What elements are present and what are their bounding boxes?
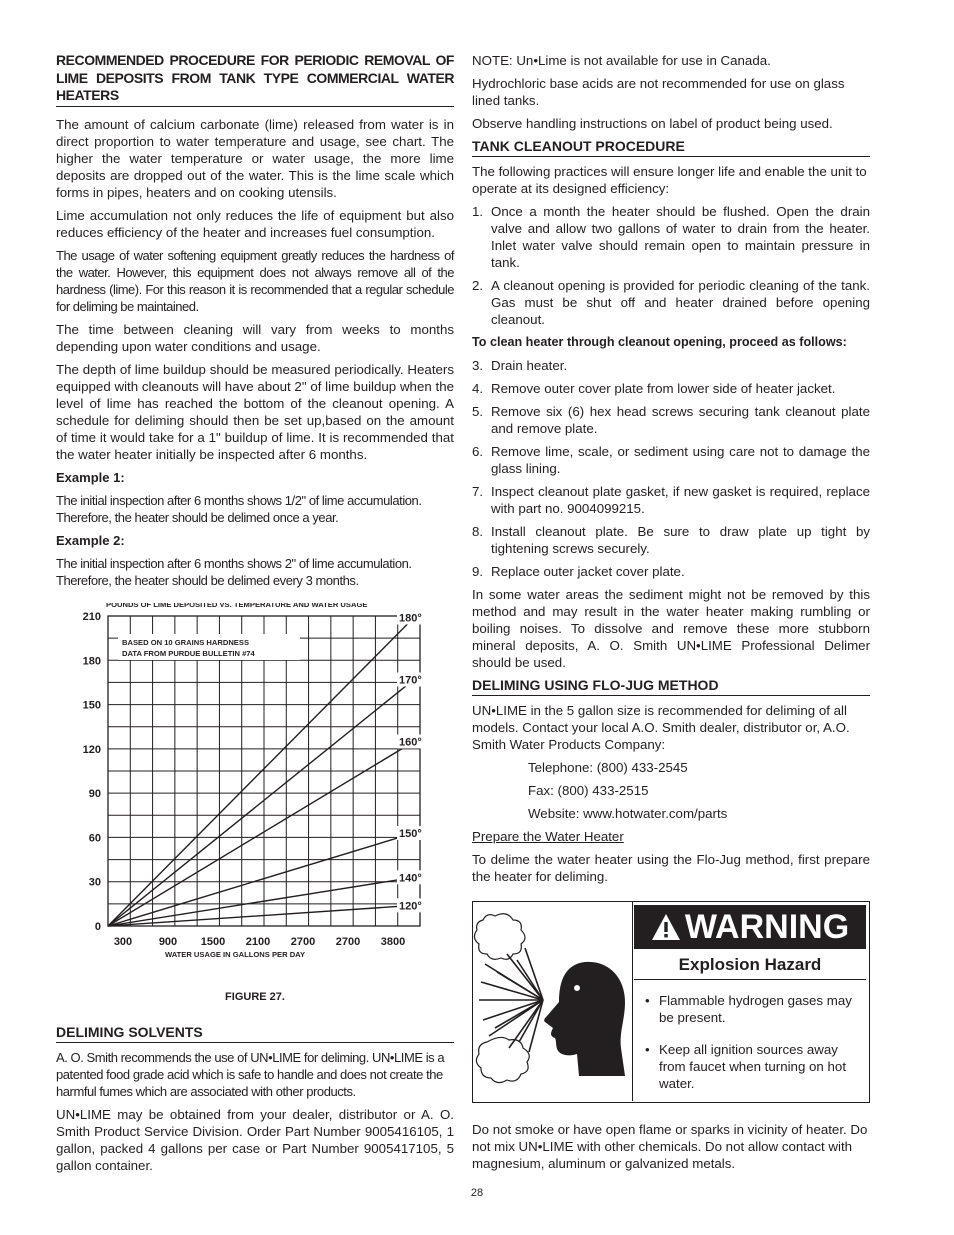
paragraph: A. O. Smith recommends the use of UN•LIME for deliming. UN•LIME is a patented food grade acid which is safe to handle and does not create the harmful fumes which are associated with other products. [56, 1049, 445, 1099]
x-tick-label: 1500 [200, 935, 226, 948]
paragraph: UN•LIME in the 5 gallon size is recommended for deliming of all models. Contact your local A.O. Smith dealer, distributor or, A.O. Smith Water Products Company: [472, 703, 850, 752]
chart-title: POUNDS OF LIME DEPOSITED VS. TEMPERATURE AND WATER USAGE [106, 602, 368, 609]
paragraph: UN•LIME may be obtained from your dealer, distributor or A. O. Smith Product Service Division. Order Part Number 9005416105, 1 gallon, packed 4 gallons per case or Part Number 9005417105, 5 gallon container. [56, 1106, 454, 1173]
series-line [108, 877, 414, 926]
x-axis-label: WATER USAGE IN GALLONS PER DAY [164, 949, 306, 959]
y-tick-label: 120 [82, 743, 101, 756]
y-tick-label: 90 [88, 787, 101, 800]
list-item: 3. Drain heater. [472, 358, 568, 373]
x-tick-label: 2100 [245, 935, 271, 948]
paragraph: The usage of water softening equipment greatly reduces the hardness of the water. However, this equipment does not always remove all of the hardness (lime). For this reason it is recommended that a regular schedule for deliming be maintained. [56, 247, 454, 314]
explosion-hazard-icon [473, 902, 633, 1101]
note-handling: Observe handling instructions on label of product being used. [472, 116, 833, 131]
series-line [108, 741, 414, 926]
section-heading-deliming-solvents: DELIMING SOLVENTS [56, 1024, 454, 1043]
page-number: 28 [470, 1187, 484, 1199]
y-tick-label: 30 [88, 876, 101, 889]
example-2-text: The initial inspection after 6 months shows 2" of lime accumulation. Therefore, the heater should be delimed every 3 months. [56, 555, 412, 588]
series-label: 150° [399, 827, 422, 840]
fax: Fax: (800) 433-2515 [528, 783, 649, 798]
x-tick-label: 300 [113, 935, 133, 948]
list-item: 1. Once a month the heater should be flushed. Open the drain valve and allow two gallons of water to drain from the heater. Inlet water valve should remain open to maintain pressure in tank. [472, 204, 870, 270]
y-tick-label: 150 [82, 699, 101, 712]
series-label: 170° [399, 673, 422, 686]
series-line [108, 905, 414, 926]
list-item: 7. Inspect cleanout plate gasket, if new gasket is required, replace with part no. 9004099215. [472, 484, 870, 516]
y-tick-label: 180 [82, 654, 101, 667]
section-heading-lime-removal: RECOMMENDED PROCEDURE FOR PERIODIC REMOVAL OF LIME DEPOSITS FROM TANK TYPE COMMERCIAL WATER HEATERS [56, 52, 454, 107]
right-column [472, 52, 870, 1178]
list-item: 6. Remove lime, scale, or sediment using care not to damage the glass lining. [472, 444, 870, 476]
cleanout-steps-list [472, 357, 870, 580]
cleanout-instruction-lead: To clean heater through cleanout opening, proceed as follows: [472, 335, 847, 349]
series-line [108, 679, 414, 926]
paragraph: To delime the water heater using the Flo-Jug method, first prepare the heater for deliming. [472, 852, 870, 884]
series-label: 160° [399, 735, 422, 748]
list-item: 2. A cleanout opening is provided for periodic cleaning of the tank. Gas must be shut off and heater drained before opening cleanout. [472, 278, 870, 327]
example-1-label: Example 1: [56, 469, 125, 485]
note-hydrochloric: Hydrochloric base acids are not recommended for use on glass lined tanks. [472, 76, 845, 108]
example-2-label: Example 2: [56, 532, 125, 548]
paragraph: The following practices will ensure longer life and enable the unit to operate at its designed efficiency: [472, 164, 867, 196]
paragraph: The time between cleaning will vary from weeks to months depending upon water conditions and usage. [56, 321, 454, 354]
left-column [56, 52, 454, 1180]
y-tick-label: 0 [94, 920, 101, 933]
chart-annotation: BASED ON 10 GRAINS HARDNESS [122, 637, 250, 647]
list-item: 4. Remove outer cover plate from lower side of heater jacket. [472, 381, 836, 396]
prepare-heater-subheading: Prepare the Water Heater [472, 829, 624, 844]
warning-banner [634, 905, 866, 949]
section-heading-flo-jug: DELIMING USING FLO-JUG METHOD [472, 677, 870, 696]
warning-box [472, 901, 870, 1103]
cleanout-steps-list [472, 203, 870, 328]
series-label: 180° [399, 611, 422, 624]
contact-block [472, 759, 870, 822]
example-1-text: The initial inspection after 6 months shows 1/2" of lime accumulation. Therefore, the heater should be delimed once a year. [56, 492, 422, 525]
paragraph: Lime accumulation not only reduces the life of equipment but also reduces efficiency of the heater and increases fuel consumption. [56, 207, 454, 240]
warning-title: WARNING [684, 907, 850, 946]
series-label: 120° [399, 899, 422, 912]
figure-caption: FIGURE 27. [225, 990, 285, 1003]
list-item: 9. Replace outer jacket cover plate. [472, 564, 685, 579]
x-tick-label: 2700 [335, 935, 361, 948]
list-item: • Flammable hydrogen gases may be present. [645, 993, 852, 1025]
y-tick-label: 210 [82, 610, 101, 623]
warning-bullets [645, 992, 863, 1107]
series-label: 140° [399, 871, 422, 884]
x-tick-label: 900 [158, 935, 178, 948]
list-item: 5. Remove six (6) hex head screws securing tank cleanout plate and remove plate. [472, 404, 870, 436]
list-item: 8. Install cleanout plate. Be sure to draw plate up tight by tightening screws securely. [472, 524, 870, 556]
section-heading-tank-cleanout: TANK CLEANOUT PROCEDURE [472, 138, 870, 157]
warning-subtitle: Explosion Hazard [634, 950, 866, 980]
x-tick-label: 2700 [290, 935, 316, 948]
lime-deposit-chart [56, 603, 454, 993]
paragraph: In some water areas the sediment might not be removed by this method and may result in the water heater making rumbling or boiling noises. To dissolve and remove these more stubborn mineral deposits, A. O. Smith UN•LIME Professional Delimer should be used. [472, 587, 870, 670]
website: Website: www.hotwater.com/parts [528, 806, 728, 821]
paragraph: The amount of calcium carbonate (lime) released from water is in direct proportion to water temperature and usage, see chart. The higher the water temperature or water usage, the more lime deposits are dropped out of the water. This is the lime scale which forms in pipes, heaters and on cooking utensils. [56, 116, 454, 200]
list-item: • Keep all ignition sources away from faucet when turning on hot water. [645, 1042, 847, 1091]
telephone: Telephone: (800) 433-2545 [528, 760, 688, 775]
paragraph: The depth of lime buildup should be measured periodically. Heaters equipped with cleanouts will have about 2" of lime buildup when the level of lime has reached the bottom of the cleanout opening. A schedule for deliming should then be set up,based on the amount of time it would take for a 1" buildup of lime. It is recommended that the water heater initially be inspected after 6 months. [56, 361, 454, 462]
note-canada: NOTE: Un•Lime is not available for use in Canada. [472, 53, 771, 68]
chart-annotation: DATA FROM PURDUE BULLETIN #74 [122, 648, 255, 658]
x-tick-label: 3800 [380, 935, 406, 948]
warning-triangle-icon [651, 913, 681, 941]
chart-svg [56, 603, 454, 993]
paragraph: Do not smoke or have open flame or sparks in vicinity of heater. Do not mix UN•LIME with other chemicals. Do not allow contact with magnesium, aluminum or galvanized metals. [472, 1122, 868, 1171]
y-tick-label: 60 [88, 831, 101, 844]
